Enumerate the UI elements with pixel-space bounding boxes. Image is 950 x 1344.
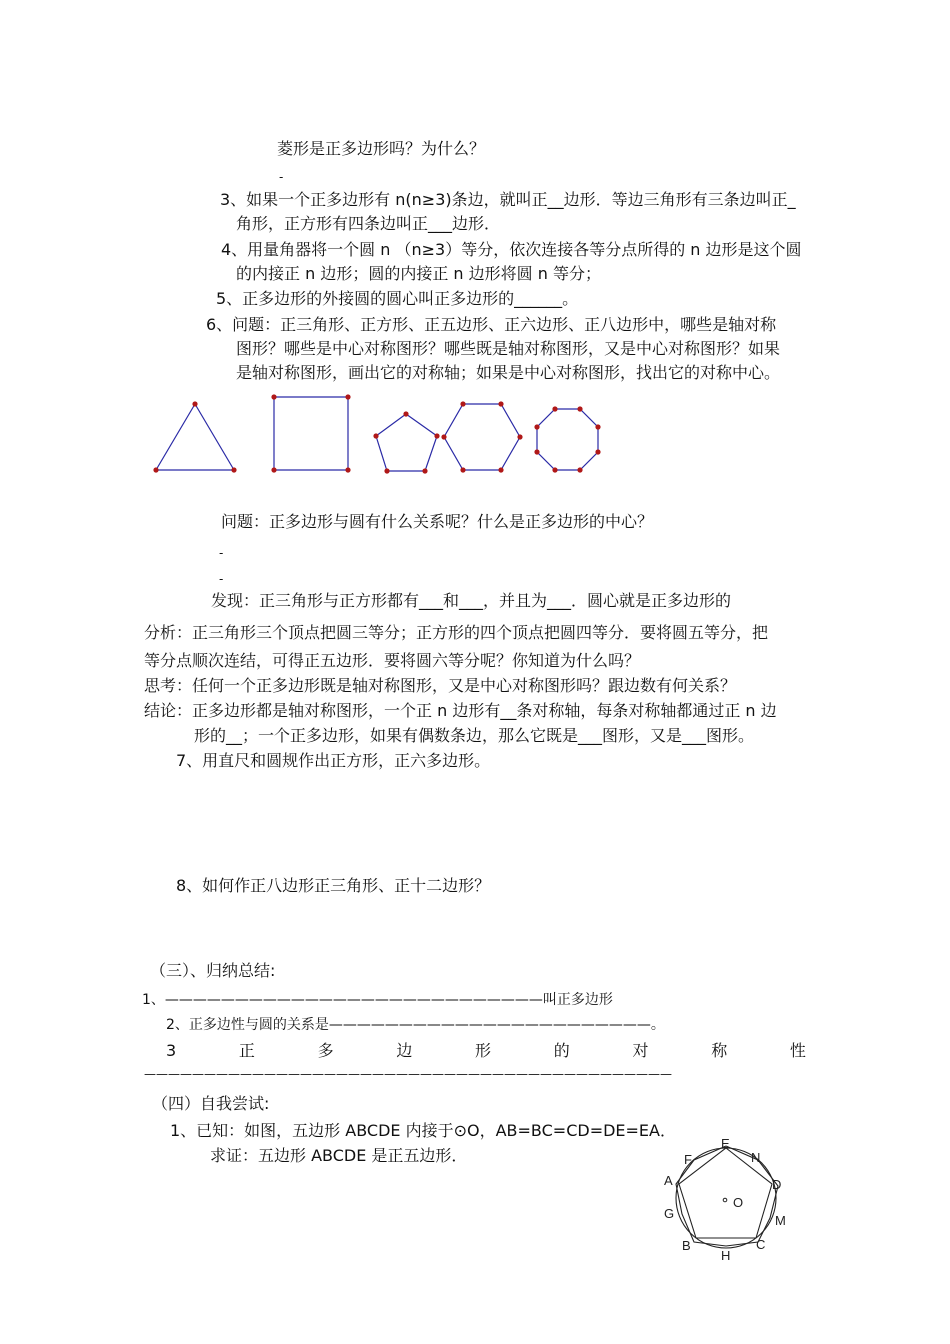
question-8: 8、如何作正八边形正三角形、正十二边形？ xyxy=(176,876,491,895)
summary-item-3-char: 性 xyxy=(789,1041,806,1060)
square xyxy=(274,397,348,470)
label-a: A xyxy=(664,1173,673,1188)
summary-heading: （三）、归纳总结: xyxy=(150,961,276,980)
summary-item-3-char: 正 xyxy=(238,1041,255,1060)
question-center: 问题：正多边形与圆有什么关系呢？什么是正多边形的中心？ xyxy=(221,512,654,531)
thinking: 思考：任何一个正多边形既是轴对称图形，又是中心对称图形吗？跟边数有何关系？ xyxy=(144,676,737,695)
regular-pentagon xyxy=(376,414,437,471)
self-test-heading: （四）自我尝试: xyxy=(152,1094,270,1113)
equilateral-triangle xyxy=(156,404,234,470)
summary-item-3-char: 多 xyxy=(317,1041,334,1060)
regular-octagon xyxy=(537,409,598,470)
summary-item-3-char: 形 xyxy=(475,1041,492,1060)
summary-item-3-char: 的 xyxy=(553,1041,570,1060)
self-test-prove: 求证：五边形 ABCDE 是正五边形． xyxy=(210,1146,468,1165)
conclusion-line-2: 形的__；一个正多边形，如果有偶数条边，那么它既是___图形，又是___图形。 xyxy=(194,726,755,745)
label-n: N xyxy=(751,1150,761,1165)
analysis-line-2: 等分点顺次连结，可得正五边形．要将圆六等分呢？你知道为什么吗？ xyxy=(144,651,641,670)
label-h: H xyxy=(721,1248,731,1263)
self-test-item-1: 1、已知：如图，五边形 ABCDE 内接于⊙O，AB=BC=CD=DE=EA． xyxy=(170,1121,676,1140)
discovery: 发现：正三角形与正方形都有___和___，并且为___．圆心就是正多边形的 xyxy=(211,591,732,610)
question-6-line-3: 是轴对称图形，画出它的对称轴；如果是中心对称图形，找出它的对称中心。 xyxy=(236,363,781,382)
summary-item-3-char: 对 xyxy=(632,1041,649,1060)
question-4-line-2: 的内接正 n 边形；圆的内接正 n 边形将圆 n 等分； xyxy=(236,264,601,283)
vertex-dots xyxy=(153,394,600,473)
conclusion-line-1: 结论：正多边形都是轴对称图形，一个正 n 边形有__条对称轴，每条对称轴都通过正 n 边 xyxy=(144,701,777,720)
question-3-line-2: 角形，正方形有四条边叫正___边形． xyxy=(236,214,501,233)
answer-blank-mark: - xyxy=(219,546,224,560)
pentagon-abcde xyxy=(679,1148,772,1238)
question-6-line-2: 图形？哪些是中心对称图形？哪些既是轴对称图形，又是中心对称图形？如果 xyxy=(236,339,781,358)
rhombus-question: 菱形是正多边形吗？为什么？ xyxy=(277,139,486,158)
summary-item-3-answer-line: ———————————————————————————————————————————— xyxy=(144,1067,672,1081)
summary-item-2: 2、正多边性与圆的关系是———————————————————————。 xyxy=(166,1017,665,1033)
label-e: E xyxy=(721,1136,730,1151)
summary-item-3-char: 边 xyxy=(396,1041,413,1060)
analysis-line-1: 分析：正三角形三个顶点把圆三等分；正方形的四个顶点把圆四等分．要将圆五等分，把 xyxy=(144,623,769,642)
question-7: 7、用直尺和圆规作出正方形，正六多边形。 xyxy=(176,751,491,770)
question-4-line-1: 4、用量角器将一个圆 n （n≥3）等分，依次连接各等分点所得的 n 边形是这个圆 xyxy=(221,240,802,259)
label-c: C xyxy=(756,1237,766,1252)
answer-blank-mark: - xyxy=(279,170,284,184)
summary-item-3-char: 称 xyxy=(711,1041,728,1060)
label-g: G xyxy=(664,1206,675,1221)
label-b: B xyxy=(682,1238,691,1253)
question-5: 5、正多边形的外接圆的圆心叫正多边形的______。 xyxy=(216,289,579,308)
summary-item-3 xyxy=(166,1040,806,1062)
label-f: F xyxy=(684,1152,692,1167)
tangent-polygon xyxy=(676,1146,778,1246)
center-dot xyxy=(723,1198,727,1202)
circle-o xyxy=(676,1148,776,1248)
question-3-line-1: 3、如果一个正多边形有 n(n≥3)条边，就叫正__边形．等边三角形有三条边叫正_ xyxy=(220,190,796,209)
summary-item-3-char: 3 xyxy=(166,1041,177,1060)
answer-blank-mark: - xyxy=(219,572,224,586)
label-m: M xyxy=(775,1213,786,1228)
regular-hexagon xyxy=(444,404,520,470)
question-6-line-1: 6、问题：正三角形、正方形、正五边形、正六边形、正八边形中，哪些是轴对称 xyxy=(206,315,777,334)
label-o: O xyxy=(733,1195,744,1210)
label-d: D xyxy=(772,1177,782,1192)
summary-item-1: 1、———————————————————————————叫正多边形 xyxy=(142,992,613,1008)
